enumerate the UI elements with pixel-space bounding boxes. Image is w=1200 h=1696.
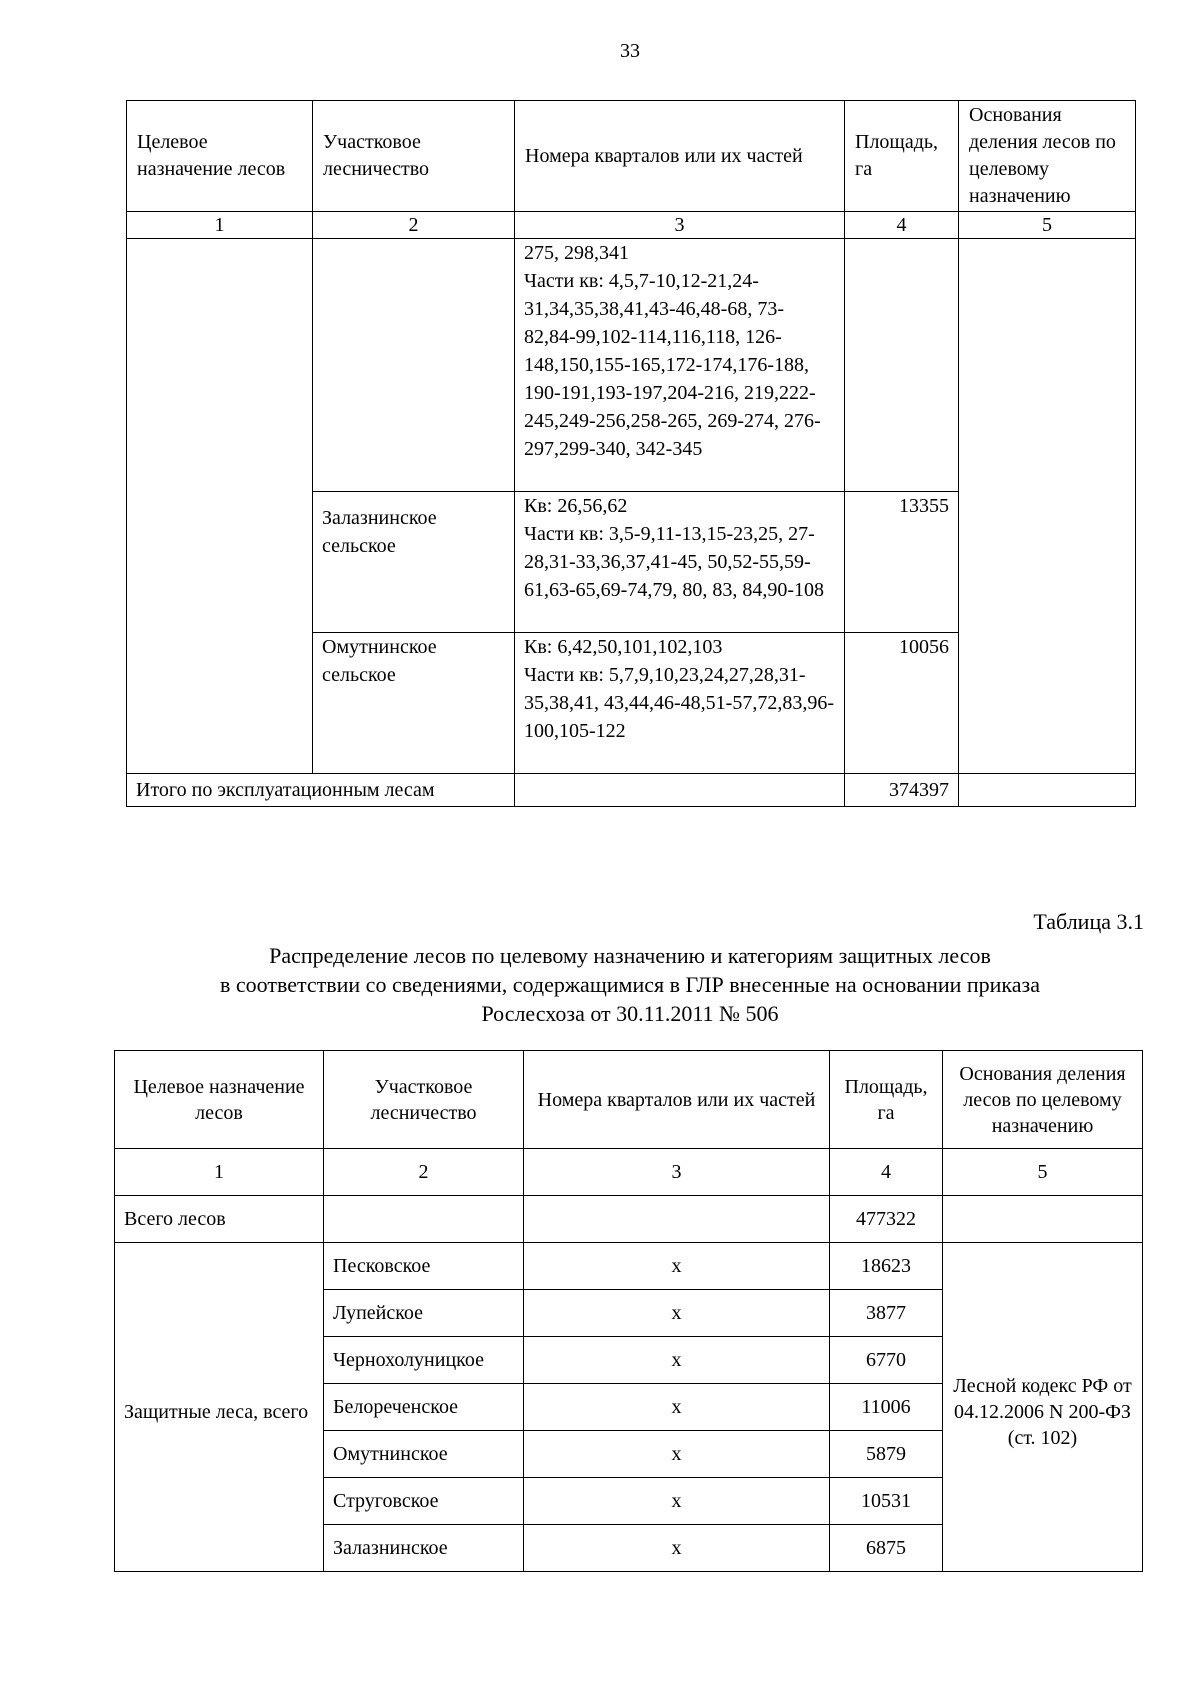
column-number: 3 — [524, 1149, 830, 1196]
empty-cell — [324, 1196, 524, 1243]
total-quarters — [515, 774, 845, 807]
quarters-cell: х — [524, 1431, 830, 1478]
quarters-cell: х — [524, 1337, 830, 1384]
forest-table-continued — [126, 100, 1136, 807]
header-cell: Основания деления лесов по целевому назначению — [943, 1051, 1143, 1149]
table-header-row — [127, 101, 1136, 212]
column-number-row — [127, 212, 1136, 239]
table-row — [127, 239, 1136, 492]
quarters-cell — [515, 492, 845, 633]
area-cell — [845, 239, 959, 492]
district-cell: Залазнинское сельское — [313, 492, 515, 633]
header-cell: Целевое назначение лесов — [115, 1051, 324, 1149]
column-number: 4 — [830, 1149, 943, 1196]
column-number: 1 — [115, 1149, 324, 1196]
quarters-text: 275, 298,341 Части кв: 4,5,7-10,12-21,24-31,34,35,38,41,43-46,48-68, 73-82,84-99,102-114,116,118, 126-148,150,155-165,172-174,176-188, 190-191,193-197,204-216, 219,222-245,249-256,258-265, 269-274, 276-297,299-340, 342-345 — [524, 242, 821, 460]
area-cell: 11006 — [830, 1384, 943, 1431]
column-number: 3 — [515, 212, 845, 239]
column-number: 2 — [313, 212, 515, 239]
column-number: 2 — [324, 1149, 524, 1196]
table-caption-line: Рослесхоза от 30.11.2011 № 506 — [481, 1001, 779, 1026]
area-cell: 13355 — [845, 492, 959, 633]
total-area: 477322 — [830, 1196, 943, 1243]
table-caption-line: в соответствии со сведениями, содержащимися в ГЛР внесенные на основании приказа — [219, 972, 1041, 997]
table-row — [115, 1243, 1143, 1290]
district-cell: Чернохолуницкое — [324, 1337, 524, 1384]
quarters-text: Кв: 6,42,50,101,102,103 Части кв: 5,7,9,10,23,24,27,28,31-35,38,41, 43,44,46-48,51-57,72,83,96-100,105-122 — [524, 636, 834, 742]
area-cell: 10056 — [845, 633, 959, 774]
forest-distribution-table — [114, 1050, 1143, 1572]
total-row — [115, 1196, 1143, 1243]
district-cell — [313, 239, 515, 492]
header-cell: Целевое назначение лесов — [127, 101, 313, 212]
district-cell: Лупейское — [324, 1290, 524, 1337]
quarters-cell: х — [524, 1243, 830, 1290]
total-label: Итого по эксплуатационным лесам — [127, 774, 515, 807]
header-cell: Основания деления лесов по целевому назначению — [959, 101, 1136, 212]
quarters-text: Кв: 26,56,62 Части кв: 3,5-9,11-13,15-23,25, 27-28,31-33,36,37,41-45, 50,52-55,59-61,63-65,69-74,79, 80, 83, 84,90-108 — [524, 495, 824, 601]
column-number: 5 — [943, 1149, 1143, 1196]
quarters-cell: х — [524, 1384, 830, 1431]
table-label: Таблица 3.1 — [1033, 909, 1144, 934]
quarters-cell: х — [524, 1525, 830, 1572]
header-cell: Участковое лесничество — [313, 101, 515, 212]
header-cell: Участковое лесничество — [324, 1051, 524, 1149]
column-number-row — [115, 1149, 1143, 1196]
quarters-cell: х — [524, 1478, 830, 1525]
district-cell: Омутнинское — [324, 1431, 524, 1478]
total-basis — [959, 774, 1136, 807]
header-cell: Площадь, га — [830, 1051, 943, 1149]
district-cell: Белореченское — [324, 1384, 524, 1431]
quarters-cell — [515, 239, 845, 492]
area-cell: 18623 — [830, 1243, 943, 1290]
total-row — [127, 774, 1136, 807]
empty-cell — [524, 1196, 830, 1243]
basis-cell: Лесной кодекс РФ от 04.12.2006 N 200-ФЗ (ст. 102) — [943, 1243, 1143, 1572]
table-header-row — [115, 1051, 1143, 1149]
page-number: 33 — [620, 40, 640, 62]
empty-cell — [943, 1196, 1143, 1243]
total-label: Всего лесов — [115, 1196, 324, 1243]
district-cell: Струговское — [324, 1478, 524, 1525]
quarters-cell: х — [524, 1290, 830, 1337]
column-number: 5 — [959, 212, 1136, 239]
header-cell: Номера кварталов или их частей — [524, 1051, 830, 1149]
protective-forests-label: Защитные леса, всего — [115, 1243, 324, 1572]
area-cell: 3877 — [830, 1290, 943, 1337]
district-cell: Песковское — [324, 1243, 524, 1290]
area-cell: 5879 — [830, 1431, 943, 1478]
area-cell: 6770 — [830, 1337, 943, 1384]
basis-cell — [959, 239, 1136, 774]
table-caption-line: Распределение лесов по целевому назначению и категориям защитных лесов — [269, 943, 991, 968]
column-number: 1 — [127, 212, 313, 239]
header-cell: Номера кварталов или их частей — [515, 101, 845, 212]
header-cell: Площадь, га — [845, 101, 959, 212]
purpose-cell — [127, 239, 313, 774]
area-cell: 10531 — [830, 1478, 943, 1525]
district-cell: Омутнинское сельское — [313, 633, 515, 774]
quarters-cell — [515, 633, 845, 774]
area-cell: 6875 — [830, 1525, 943, 1572]
district-cell: Залазнинское — [324, 1525, 524, 1572]
column-number: 4 — [845, 212, 959, 239]
total-area: 374397 — [845, 774, 959, 807]
